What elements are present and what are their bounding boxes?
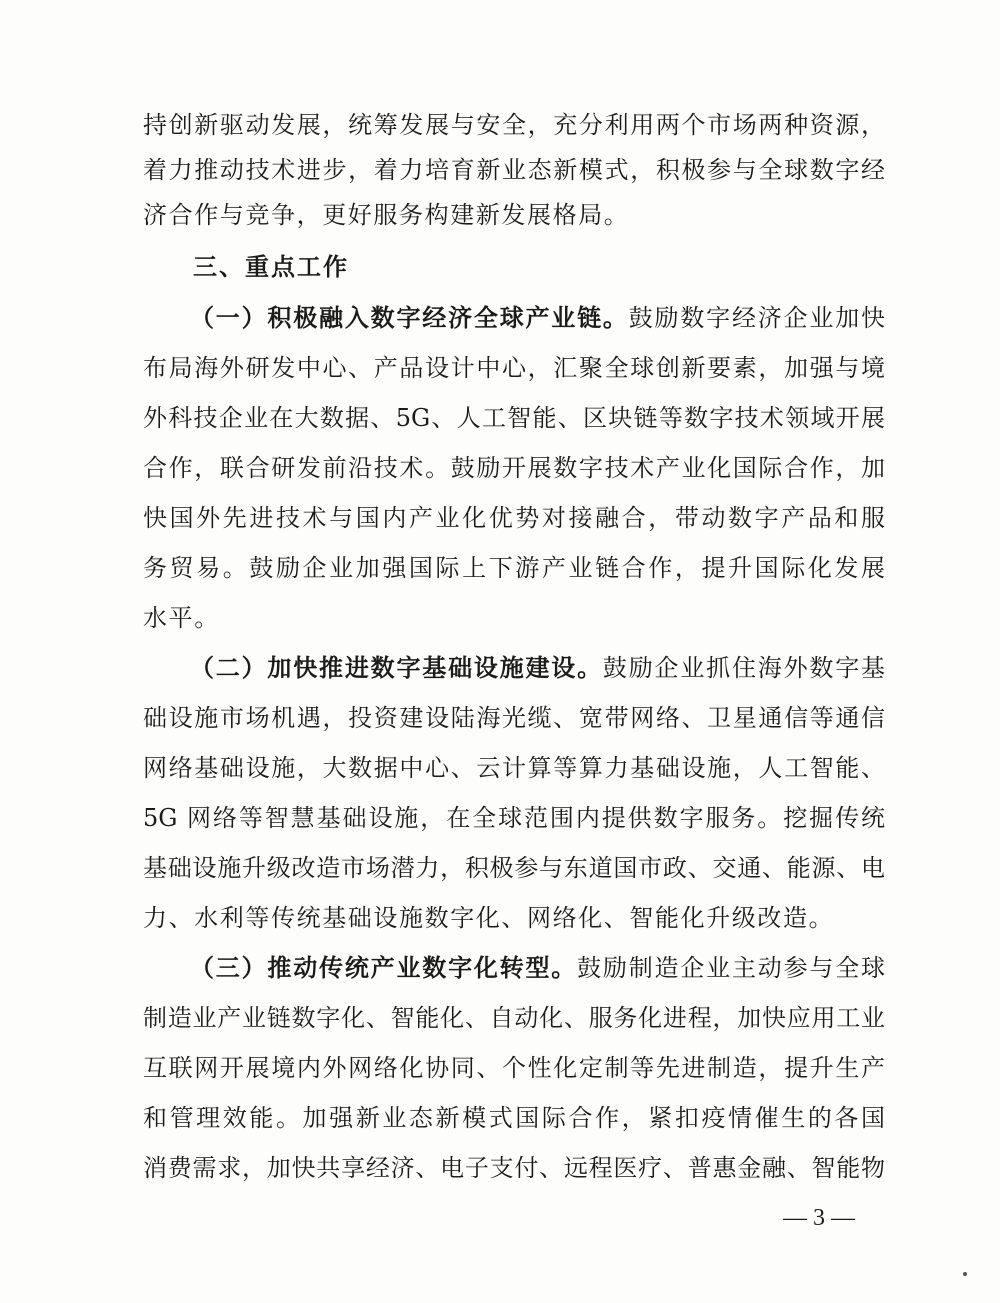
text-line: 础设施市场机遇，投资建设陆海光缆、宽带网络、卫星通信等通信 bbox=[143, 704, 885, 732]
item-text: 鼓励企业抓住海外数字基 bbox=[602, 654, 885, 682]
text-line: 外科技企业在大数据、5G、人工智能、区块链等数字技术领域开展 bbox=[143, 404, 885, 432]
text-line: 基础设施升级改造市场潜力，积极参与东道国市政、交通、能源、电 bbox=[143, 854, 885, 882]
item-first-line bbox=[190, 953, 885, 983]
text-line: 和管理效能。加强新业态新模式国际合作，紧扣疫情催生的各国 bbox=[143, 1104, 885, 1132]
text-line: 布局海外研发中心、产品设计中心，汇聚全球创新要素，加强与境 bbox=[143, 354, 885, 382]
text-line: 力、水利等传统基础设施数字化、网络化、智能化升级改造。 bbox=[143, 904, 835, 932]
text-line: 快国外先进技术与国内产业化优势对接融合，带动数字产品和服 bbox=[143, 504, 885, 532]
text-line: 水平。 bbox=[143, 604, 220, 632]
text-line: 济合作与竞争，更好服务构建新发展格局。 bbox=[143, 201, 630, 229]
text-line: 着力推动技术进步，着力培育新业态新模式，积极参与全球数字经 bbox=[143, 156, 885, 184]
text-line: 互联网开展境内外网络化协同、个性化定制等先进制造，提升生产 bbox=[143, 1054, 885, 1082]
text-line: 合作，联合研发前沿技术。鼓励开展数字技术产业化国际合作，加 bbox=[143, 454, 885, 482]
item-heading: （一）积极融入数字经济全球产业链。 bbox=[190, 303, 629, 332]
item-text: 鼓励数字经济企业加快 bbox=[628, 304, 885, 332]
item-heading: （三）推动传统产业数字化转型。 bbox=[190, 953, 578, 982]
text-line: 网络基础设施，大数据中心、云计算等算力基础设施，人工智能、 bbox=[143, 754, 885, 782]
text-line: 5G 网络等智慧基础设施，在全球范围内提供数字服务。挖掘传统 bbox=[143, 804, 885, 832]
item-text: 鼓励制造企业主动参与全球 bbox=[577, 954, 885, 982]
item-heading: （二）加快推进数字基础设施建设。 bbox=[190, 653, 603, 682]
section-heading: 三、重点工作 bbox=[193, 252, 349, 281]
text-line: 消费需求，加快共享经济、电子支付、远程医疗、普惠金融、智能物 bbox=[143, 1154, 885, 1182]
text-line: 务贸易。鼓励企业加强国际上下游产业链合作，提升国际化发展 bbox=[143, 554, 885, 582]
text-line: 制造业产业链数字化、智能化、自动化、服务化进程，加快应用工业 bbox=[143, 1004, 885, 1032]
scan-speck bbox=[963, 1272, 967, 1276]
page-number: — 3 — bbox=[783, 1205, 855, 1231]
item-first-line bbox=[190, 303, 885, 333]
text-line: 持创新驱动发展，统筹发展与安全，充分利用两个市场两种资源， bbox=[143, 111, 885, 139]
item-first-line bbox=[190, 653, 885, 683]
